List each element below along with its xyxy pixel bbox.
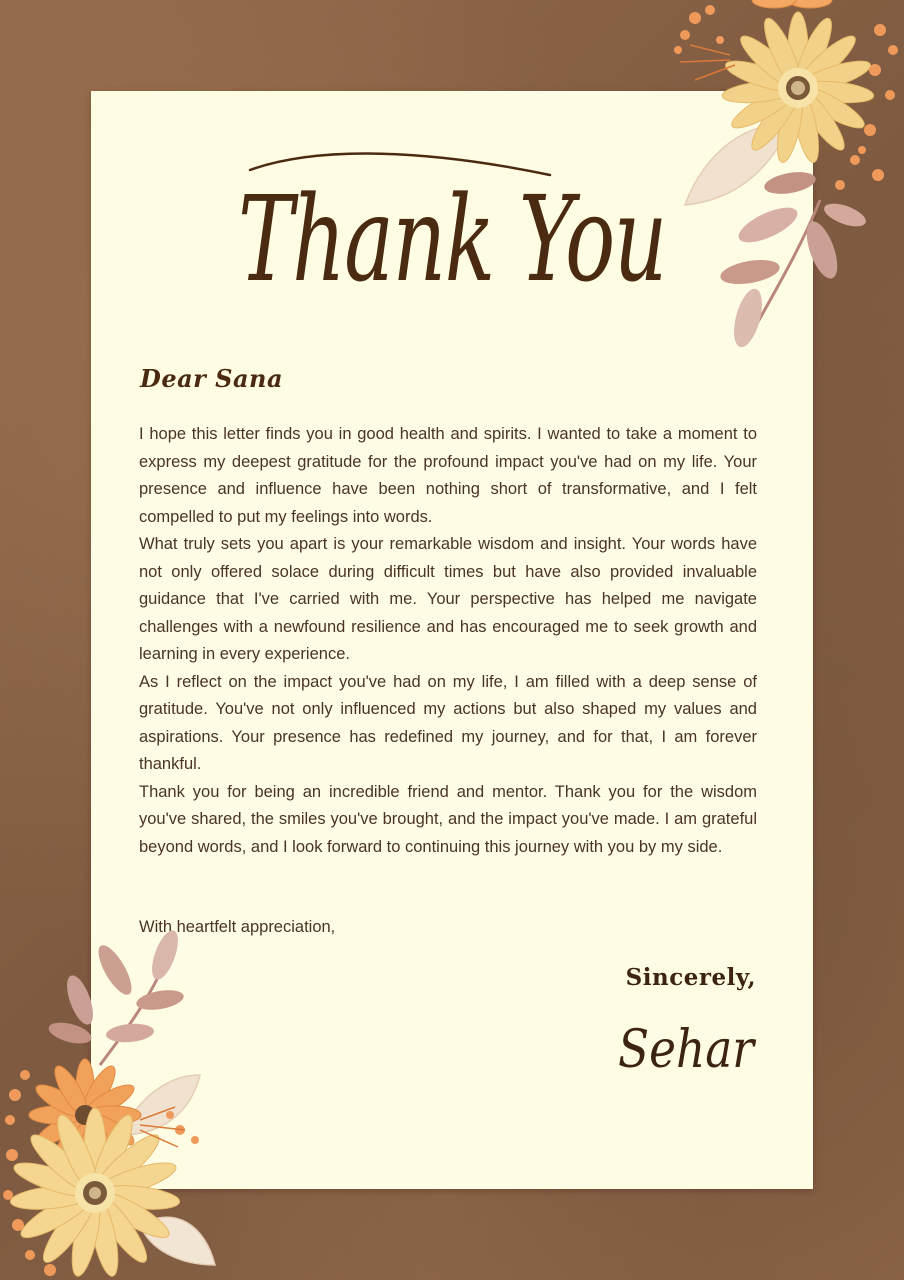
signoff: Sincerely, (625, 964, 756, 991)
paragraph-1: I hope this letter finds you in good health and spirits. I wanted to take a moment to express my deepest gratitude for the profound impact you've had on my life. Your presence and influence have been nothing short of transformative, and I felt compelled to put my feelings into words. (139, 425, 757, 526)
paragraph-4: Thank you for being an incredible friend and mentor. Thank you for the wisdom you've shared, the smiles you've brought, and the impact you've made. I am grateful beyond words, and I look forward to continuing this journey with you by my side. (139, 782, 757, 856)
floral-decoration-top-right (650, 0, 904, 360)
leaf-branch-icon (46, 927, 185, 1065)
greeting: Dear Sana (140, 364, 284, 393)
leaf-branch-icon (719, 169, 869, 350)
svg-text:Sehar: Sehar (618, 1020, 757, 1080)
paragraph-2: What truly sets you apart is your remarkable wisdom and insight. Your words have not only offered solace during difficult times but have also provided invaluable guidance that I've carried with me. Your perspective has helped me navigate challenges with a newfound resilience and has encouraged me to seek growth and learning in every experience. (139, 535, 757, 663)
daisy-flower-icon (752, 0, 832, 8)
letter-title (230, 130, 680, 350)
paragraph-3: As I reflect on the impact you've had on my life, I am filled with a deep sense of gratitude. You've not only influenced my actions but also shaped my values and aspirations. Your presence has redefined my journey, and for that, I am forever thankful. (139, 672, 757, 773)
daisy-flower-icon (9, 1108, 180, 1278)
svg-text:Thank You: Thank You (238, 170, 666, 308)
letter-body (139, 421, 757, 861)
closing-line: With heartfelt appreciation, (139, 918, 336, 936)
signature (612, 1005, 762, 1100)
floral-decoration-bottom-left (0, 925, 225, 1280)
